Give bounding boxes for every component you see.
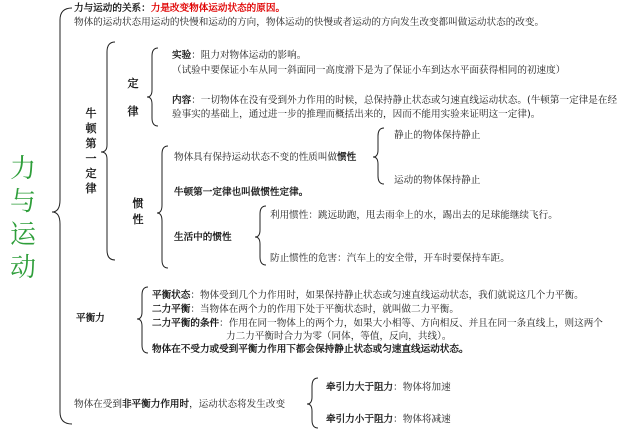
no-force-statement: 物体在不受力或受到平衡力作用下都会保持静止状态或匀速直线运动状态。 [152, 344, 469, 355]
relation-line [74, 3, 285, 15]
traction-greater-text: ：物体将加速 [393, 382, 451, 393]
inertia-prevent: 防止惯性的危害：汽车上的安全带，开车时要保持车距。 [270, 253, 510, 264]
content-text-2: 验事实的基础上，通过进一步的推理而概括出来的，因而不能用实验来证明这一定律)。 [172, 109, 541, 120]
content-text-1: ：一切物体在没有受到外力作用的时候，总保持静止状态或匀速直线运动状态。(牛顿第一定律是在经 [191, 95, 618, 106]
experiment-text: ：阻力对物体运动的影响。 [191, 50, 307, 61]
two-force-label: 二力平衡 [152, 304, 191, 315]
inertia-case-1: 静止的物体保持静止 [394, 130, 481, 141]
unbalanced-line [74, 399, 285, 411]
experiment-label: 实验 [172, 50, 192, 61]
balance-state [152, 290, 584, 302]
experiment-note: （试验中要保证小车从同一斜面同一高度滑下是为了保证小车到达水平面获得相同的初速度） [172, 65, 566, 76]
unbalanced-bold: 非平衡力作用时 [121, 399, 190, 410]
inertia-case-2: 运动的物体保持静止 [394, 175, 481, 186]
inertia-def-text: 物体具有保持运动状态不变的性质叫做 [174, 152, 338, 163]
two-force-condition [152, 318, 603, 330]
traction-less-text: ：物体将减速 [393, 414, 451, 425]
balance-state-label: 平衡状态 [152, 290, 191, 301]
inertia-use: 利用惯性：跳远助跑，甩去雨伞上的水，踢出去的足球能继续飞行。 [270, 210, 558, 221]
inertia-def [174, 152, 356, 164]
relation-label: 力与运动的关系： [74, 3, 151, 14]
traction-less [326, 414, 451, 426]
condition-text-2: 力二力平衡时合力为零（同体，等值，反向，共线）。 [226, 331, 452, 342]
balance-title: 平衡力 [76, 313, 105, 324]
two-force [152, 304, 459, 316]
newton-law-title: 牛顿第一定律 [85, 107, 97, 195]
two-force-text: ：当物体在两个力的作用下处于平衡状态时，就叫做二力平衡。 [190, 304, 459, 315]
condition-label: 二力平衡的条件 [152, 318, 220, 329]
experiment-line [172, 50, 306, 62]
balance-state-text: ：物体受到几个力作用时，如果保持静止状态或匀速直线运动状态，我们就说这几个力平衡。 [190, 290, 584, 301]
traction-greater [326, 382, 451, 394]
inertia-law-alias: 牛顿第一定律也叫做惯性定律。 [174, 187, 309, 198]
motion-state-desc: 物体的运动状态用运动的快慢和运动的方向，物体运动的快慢或者运动的方向发生改变都叫做运动状态的改变。 [74, 17, 545, 28]
unbalanced-pre: 物体在受到 [74, 399, 122, 410]
content-label: 内容 [172, 95, 192, 106]
unbalanced-post: ，运动状态将发生改变 [189, 399, 286, 410]
condition-text-1: ：作用在同一物体上的两个力，如果大小相等、方向相反、并且在同一条直线上，则这两个 [219, 318, 603, 329]
life-inertia-label: 生活中的惯性 [174, 232, 232, 243]
inertia-title: 惯性 [132, 197, 144, 226]
traction-greater-label: 牵引力大于阻力 [326, 382, 394, 393]
traction-less-label: 牵引力小于阻力 [326, 414, 394, 425]
content-line-1 [172, 95, 617, 107]
law-title: 定律 [127, 77, 139, 118]
relation-value: 力是改变物体运动状态的原因。 [150, 3, 286, 14]
main-title: 力与运动 [9, 154, 36, 283]
inertia-def-word: 惯性 [337, 152, 357, 163]
